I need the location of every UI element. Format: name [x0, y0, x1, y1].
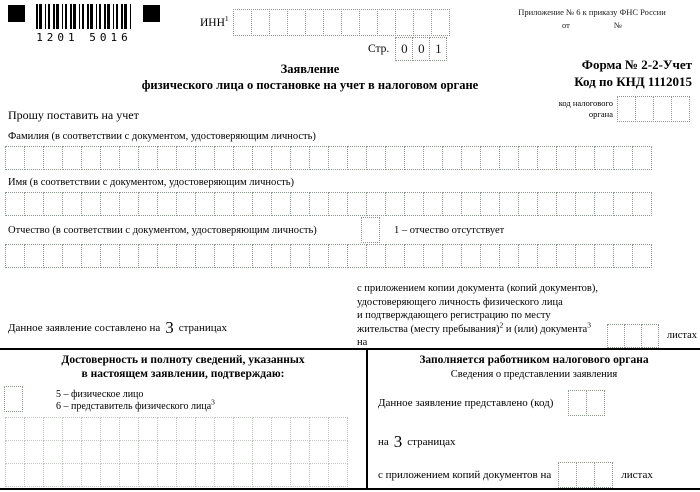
tax-code-label: код налогового органа: [558, 98, 613, 119]
appendix-number-label: №: [613, 19, 622, 30]
form-name: Форма № 2-2-Учет: [581, 57, 692, 72]
pages-made-line: Данное заявление составлено на 3 страницах: [8, 318, 227, 337]
option-representative: 6 – представитель физического лица$^3$: [56, 397, 215, 412]
submitted-code-input[interactable]: [569, 390, 605, 416]
attachment-line1: с приложением копии документа (копий документов),: [357, 283, 598, 294]
copies-sheets-label: листах: [621, 469, 653, 481]
official-subheading: Сведения о представлении заявления: [450, 369, 618, 380]
footnote-3: 3: [587, 320, 591, 329]
grid-row-1[interactable]: [6, 417, 348, 441]
barcode-icon: [36, 4, 131, 29]
appendix-note: [492, 6, 692, 32]
knd-code: Код по КНД 1112015: [574, 73, 692, 89]
page-number-input[interactable]: 0 0 1: [396, 37, 447, 61]
no-patronymic-flag-input[interactable]: [362, 217, 380, 243]
patronymic-input[interactable]: [6, 244, 652, 268]
tax-code-input[interactable]: [618, 96, 690, 122]
bottom-section: [0, 348, 700, 490]
page-title: [60, 62, 560, 93]
barcode-digits: 1201 5016: [36, 31, 132, 44]
official-column: [368, 350, 700, 488]
sheets-count-input[interactable]: [608, 324, 659, 348]
surname-input[interactable]: [6, 146, 652, 170]
copies-label: с приложением копий документов на: [378, 469, 552, 481]
sheets-label: листах: [666, 330, 697, 342]
confirmation-column: [0, 350, 368, 488]
official-heading: Заполняется работником налогового органа: [419, 354, 649, 366]
applicant-type-options: [56, 389, 215, 413]
representative-name-grid[interactable]: [6, 417, 348, 487]
applicant-type-input[interactable]: [5, 386, 23, 412]
page-label: Стр.: [368, 43, 390, 55]
attachment-line3: и подтверждающего регистрацию по месту: [357, 310, 551, 321]
inn-input[interactable]: [234, 9, 450, 36]
submitted-code-label: Данное заявление представлено (код): [378, 397, 554, 409]
registration-mark-left-icon: [8, 5, 25, 22]
no-patronymic-option: 1 – отчество отсутствует: [394, 225, 505, 236]
copies-sheets-input[interactable]: [559, 462, 613, 488]
attachment-note: [357, 282, 697, 350]
form-code-block: [502, 57, 692, 91]
surname-label: Фамилия (в соответствии с документом, удостоверяющим личность): [8, 131, 316, 142]
official-copies-line: [378, 462, 653, 488]
official-pages-count: 3: [393, 432, 403, 451]
official-pages-line: на 3 страницах: [378, 432, 456, 451]
attachment-line2: удостоверяющего личность физического лица: [357, 296, 563, 308]
option-individual: 5 – физическое лицо: [56, 389, 144, 400]
submitted-code-line: [378, 390, 605, 416]
confirmation-heading: Достоверность и полноту сведений, указанных в настоящем заявлении, подтверждаю:: [61, 354, 305, 380]
firstname-label: Имя (в соответствии с документом, удостоверяющим личность): [8, 177, 295, 188]
appendix-line1: Приложение № 6 к приказу ФНС России: [518, 7, 666, 17]
request-line: Прошу поставить на учет: [8, 108, 139, 122]
attachment-line4: жительства (месту пребывания)$^2$ и (или) документа$^3$ на листах: [357, 320, 697, 348]
inn-label: ИНН$^1$: [200, 13, 229, 29]
pages-count: 3: [165, 318, 174, 337]
firstname-input[interactable]: [6, 192, 652, 216]
title-line1: Заявление: [280, 62, 340, 76]
patronymic-label: Отчество (в соответствии с документом, удостоверяющим личность): [8, 225, 317, 236]
footnote-2: 2: [499, 320, 504, 329]
inn-footnote: 1: [224, 13, 229, 23]
grid-row-2[interactable]: [6, 440, 348, 464]
title-line2: физического лица о постановке на учет в налоговом органе: [141, 77, 479, 92]
appendix-from-label: от: [562, 19, 570, 30]
registration-mark-right-icon: [143, 5, 160, 22]
footnote-3: 3: [211, 397, 215, 407]
grid-row-3[interactable]: [6, 463, 348, 487]
